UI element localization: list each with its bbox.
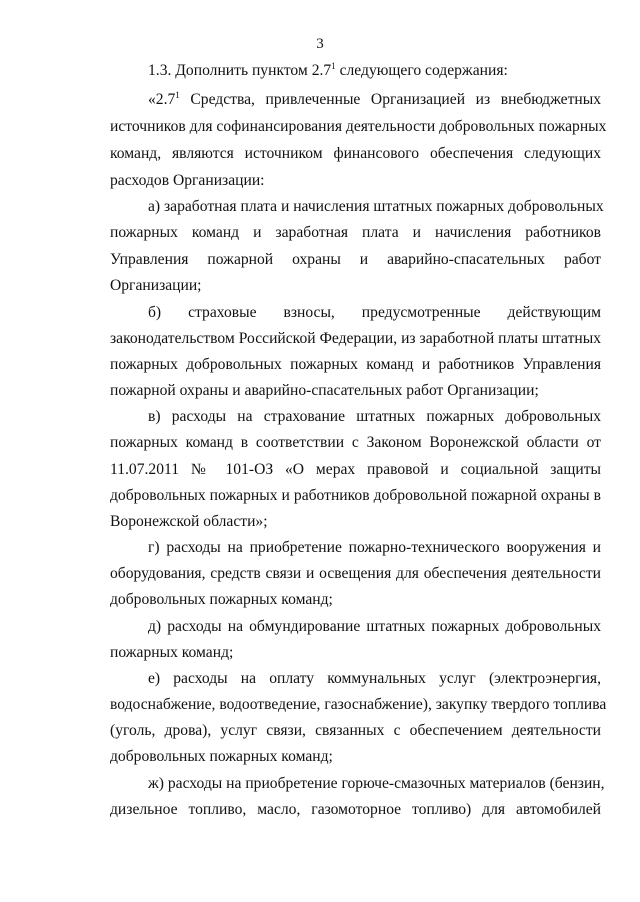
text-line: пожарной охраны и аварийно-спасательных работ Организации; (110, 382, 539, 399)
text-line: дизельное топливо, масло, газомоторное топливо) для автомобилей (110, 801, 601, 818)
text-line: пожарных команд и заработная плата и начисления работников (110, 224, 601, 241)
item-v-line: в) расходы на страхование штатных пожарных добровольных (148, 408, 601, 425)
text-line: добровольных пожарных команд; (110, 591, 333, 608)
text-line: (уголь, дрова), услуг связи, связанных с обеспечением деятельности (110, 722, 601, 739)
item-zh-line: ж) расходы на приобретение горюче-смазочных материалов (бензин, (148, 775, 605, 792)
text-line: 11.07.2011 № 101-ОЗ «О мерах правовой и социальной защиты (110, 461, 601, 478)
item-e-line: е) расходы на оплату коммунальных услуг (электроэнергия, (148, 670, 601, 687)
item-d-line: д) расходы на обмундирование штатных пожарных добровольных (148, 618, 601, 635)
text-line: добровольных пожарных команд; (110, 748, 333, 765)
text-line: законодательством Российской Федерации, из заработной платы штатных (110, 330, 601, 347)
amendment-intro-line: 1.3. Дополнить пунктом $2.7^1$ следующего содержания: (148, 61, 508, 79)
text-line: расходов Организации: (110, 172, 265, 189)
text-line: Организации; (110, 277, 202, 294)
item-a-line: а) заработная плата и начисления штатных пожарных добровольных (148, 198, 604, 215)
item-g-line: г) расходы на приобретение пожарно-технического вооружения и (148, 539, 601, 556)
text-line: команд, являются источником финансового обеспечения следующих (110, 145, 601, 162)
text-line: пожарных команд; (110, 644, 234, 661)
clause-heading-line: «$2.7^1$ Средства, привлеченные Организацией из внебюджетных (148, 90, 601, 108)
text-line: пожарных команд в соответствии с Законом Воронежской области от (110, 434, 601, 451)
text-line: Управления пожарной охраны и аварийно-спасательных работ (110, 251, 601, 268)
text-line: Воронежской области»; (110, 513, 268, 530)
text-line: водоснабжение, водоотведение, газоснабжение), закупку твердого топлива (110, 696, 607, 713)
text-line: пожарных добровольных пожарных команд и работников Управления (110, 356, 601, 373)
text-line: оборудования, средств связи и освещения для обеспечения деятельности (110, 565, 601, 582)
text-line: источников для софинансирования деятельности добровольных пожарных (110, 118, 607, 135)
page-number: 3 (316, 36, 324, 52)
item-b-line: б) страховые взносы, предусмотренные действующим (148, 304, 601, 321)
text-line: добровольных пожарных и работников добровольной пожарной охраны в (110, 487, 601, 504)
